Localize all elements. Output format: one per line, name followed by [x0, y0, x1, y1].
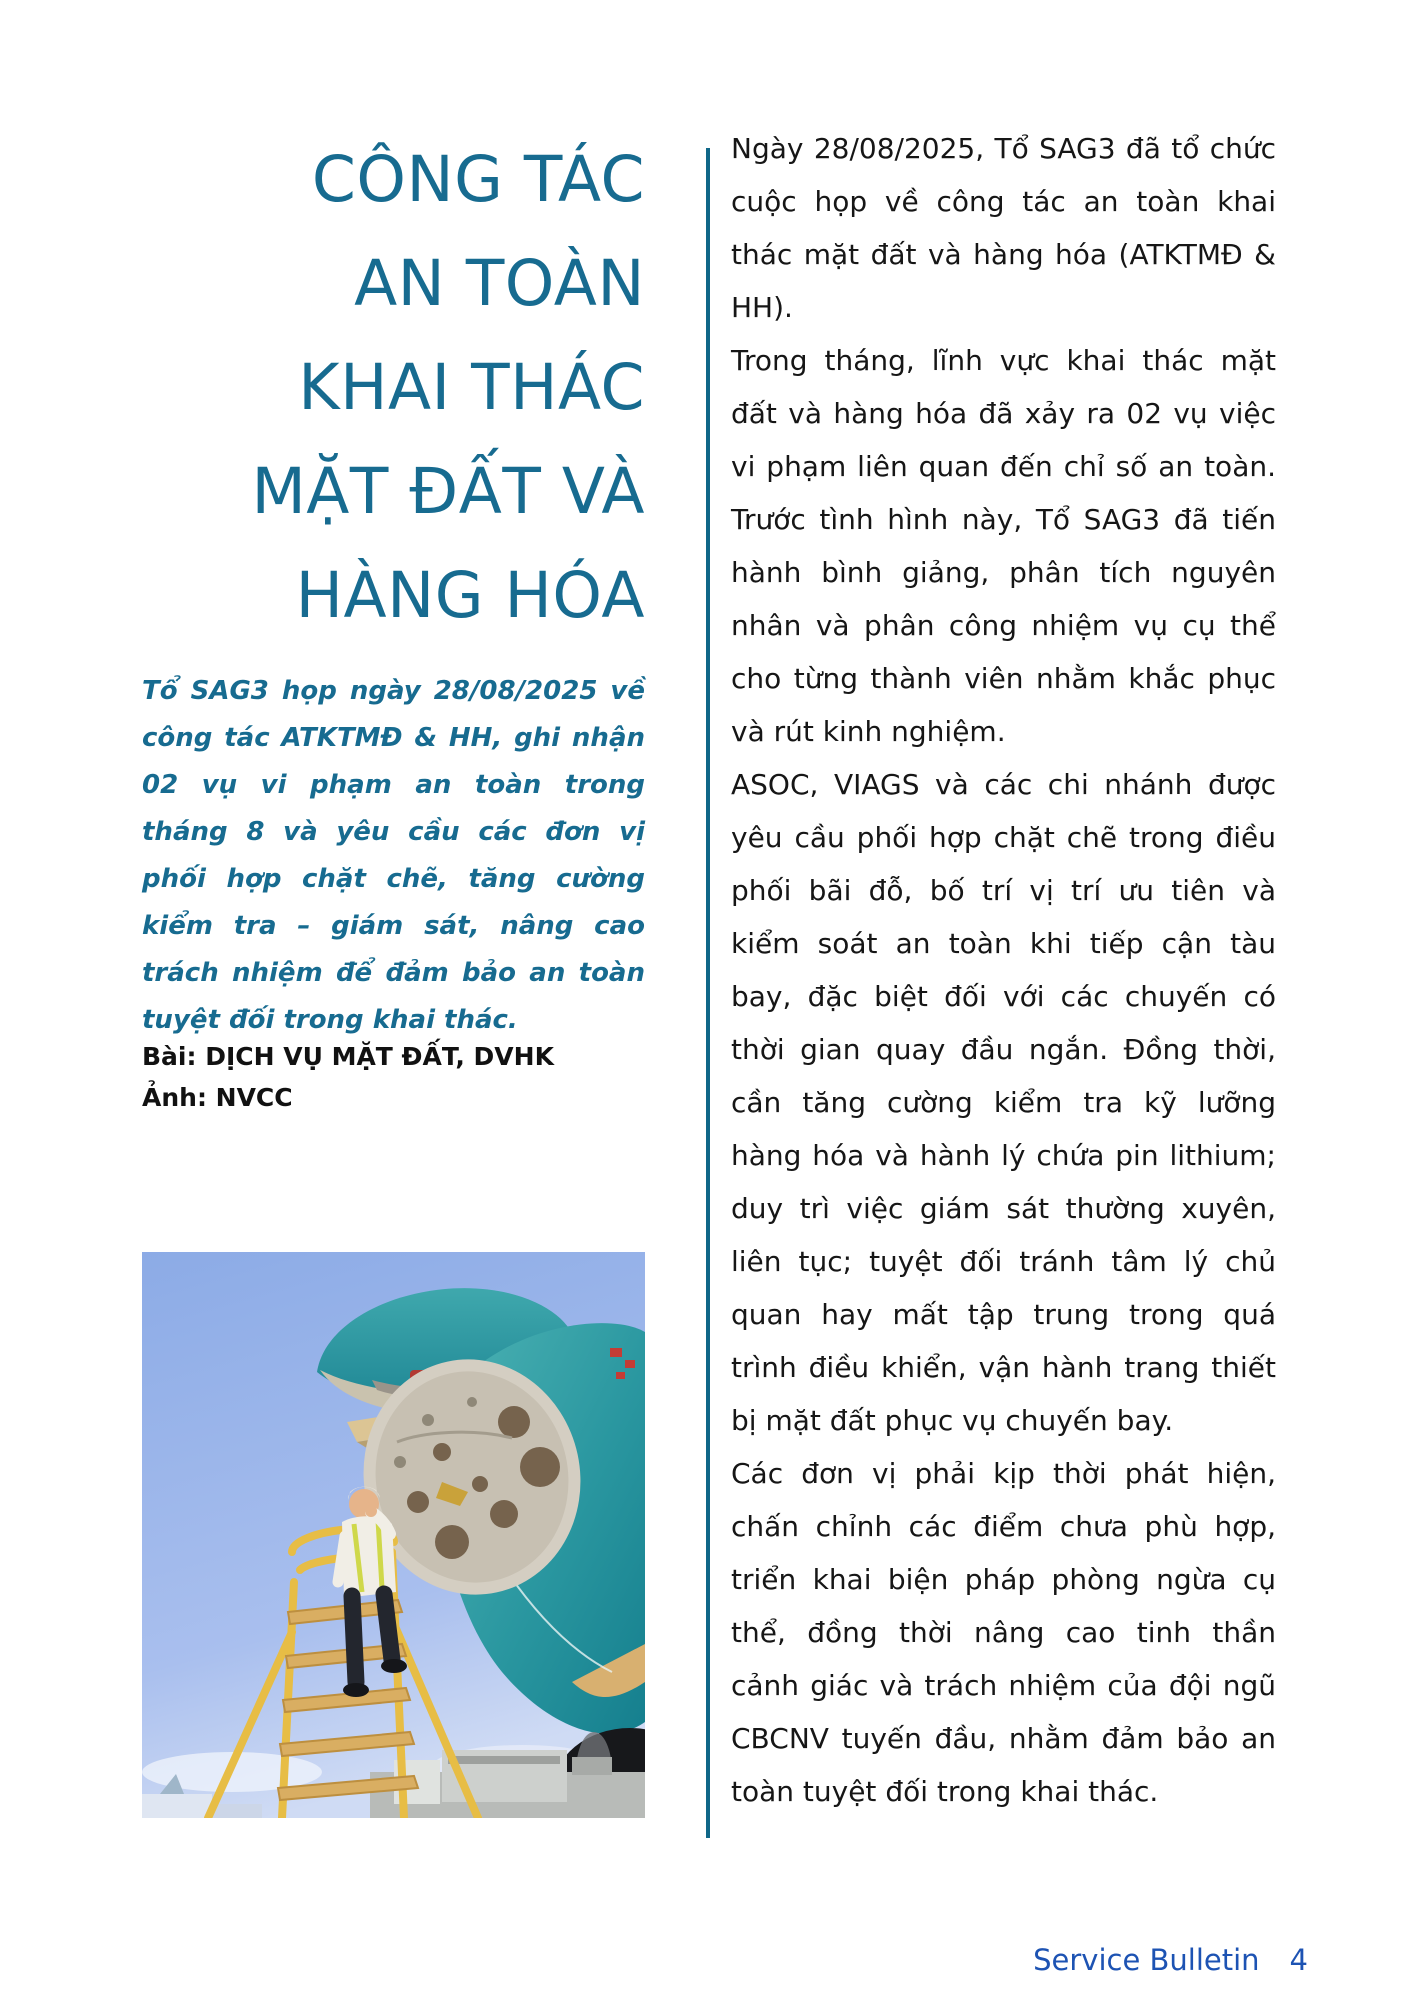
page-number: 4	[1289, 1943, 1308, 1977]
title-line: CÔNG TÁC	[311, 143, 645, 216]
byline-photo-credit: Ảnh: NVCC	[142, 1083, 293, 1112]
body-paragraph: ASOC, VIAGS và các chi nhánh được yêu cầu phối hợp chặt chẽ trong điều phối bãi đỗ, bố trí vị trí ưu tiên và kiểm soát an toàn khi tiếp cận tàu bay, đặc biệt đối với các chuyến có thời gian quay đầu ngắn. Đồng thời, cần tăng cường kiểm tra kỹ lưỡng hàng hóa và hành lý chứa pin lithium; duy trì việc giám sát thường xuyên, liên tục; tuyệt đối tránh tâm lý chủ quan hay mất tập trung trong quá trình điều khiển, vận hành trang thiết bị mặt đất phục vụ chuyến bay.	[731, 768, 1276, 1437]
article-title	[142, 128, 645, 648]
title-line: KHAI THÁC	[298, 351, 645, 424]
article-body	[731, 122, 1276, 1818]
article-byline	[142, 1036, 645, 1118]
photo-illustration	[142, 1252, 645, 1818]
title-line: HÀNG HÓA	[295, 559, 645, 632]
title-line: AN TOÀN	[354, 247, 645, 320]
column-divider	[706, 148, 710, 1838]
page-footer	[1033, 1944, 1308, 1976]
body-paragraph: Ngày 28/08/2025, Tổ SAG3 đã tổ chức cuộc họp về công tác an toàn khai thác mặt đất và hàng hóa (ATKTMĐ & HH).	[731, 132, 1276, 324]
title-line: MẶT ĐẤT VÀ	[251, 455, 645, 528]
article-lede: Tổ SAG3 họp ngày 28/08/2025 về công tác ATKTMĐ & HH, ghi nhận 02 vụ vi phạm an toàn trong tháng 8 và yêu cầu các đơn vị phối hợp chặt chẽ, tăng cường kiểm tra – giám sát, nâng cao trách nhiệm để đảm bảo an toàn tuyệt đối trong khai thác.	[142, 676, 645, 1035]
article-photo	[142, 1252, 645, 1818]
body-paragraph: Các đơn vị phải kịp thời phát hiện, chấn chỉnh các điểm chưa phù hợp, triển khai biện pháp phòng ngừa cụ thể, đồng thời nâng cao tinh thần cảnh giác và trách nhiệm của đội ngũ CBCNV tuyến đầu, nhằm đảm bảo an toàn tuyệt đối trong khai thác.	[731, 1457, 1276, 1808]
byline-author: Bài: DỊCH VỤ MẶT ĐẤT, DVHK	[142, 1042, 554, 1071]
body-paragraph: Trong tháng, lĩnh vực khai thác mặt đất và hàng hóa đã xảy ra 02 vụ việc vi phạm liên quan đến chỉ số an toàn. Trước tình hình này, Tổ SAG3 đã tiến hành bình giảng, phân tích nguyên nhân và phân công nhiệm vụ cụ thể cho từng thành viên nhằm khắc phục và rút kinh nghiệm.	[731, 344, 1276, 748]
publication-name: Service Bulletin	[1033, 1943, 1260, 1977]
